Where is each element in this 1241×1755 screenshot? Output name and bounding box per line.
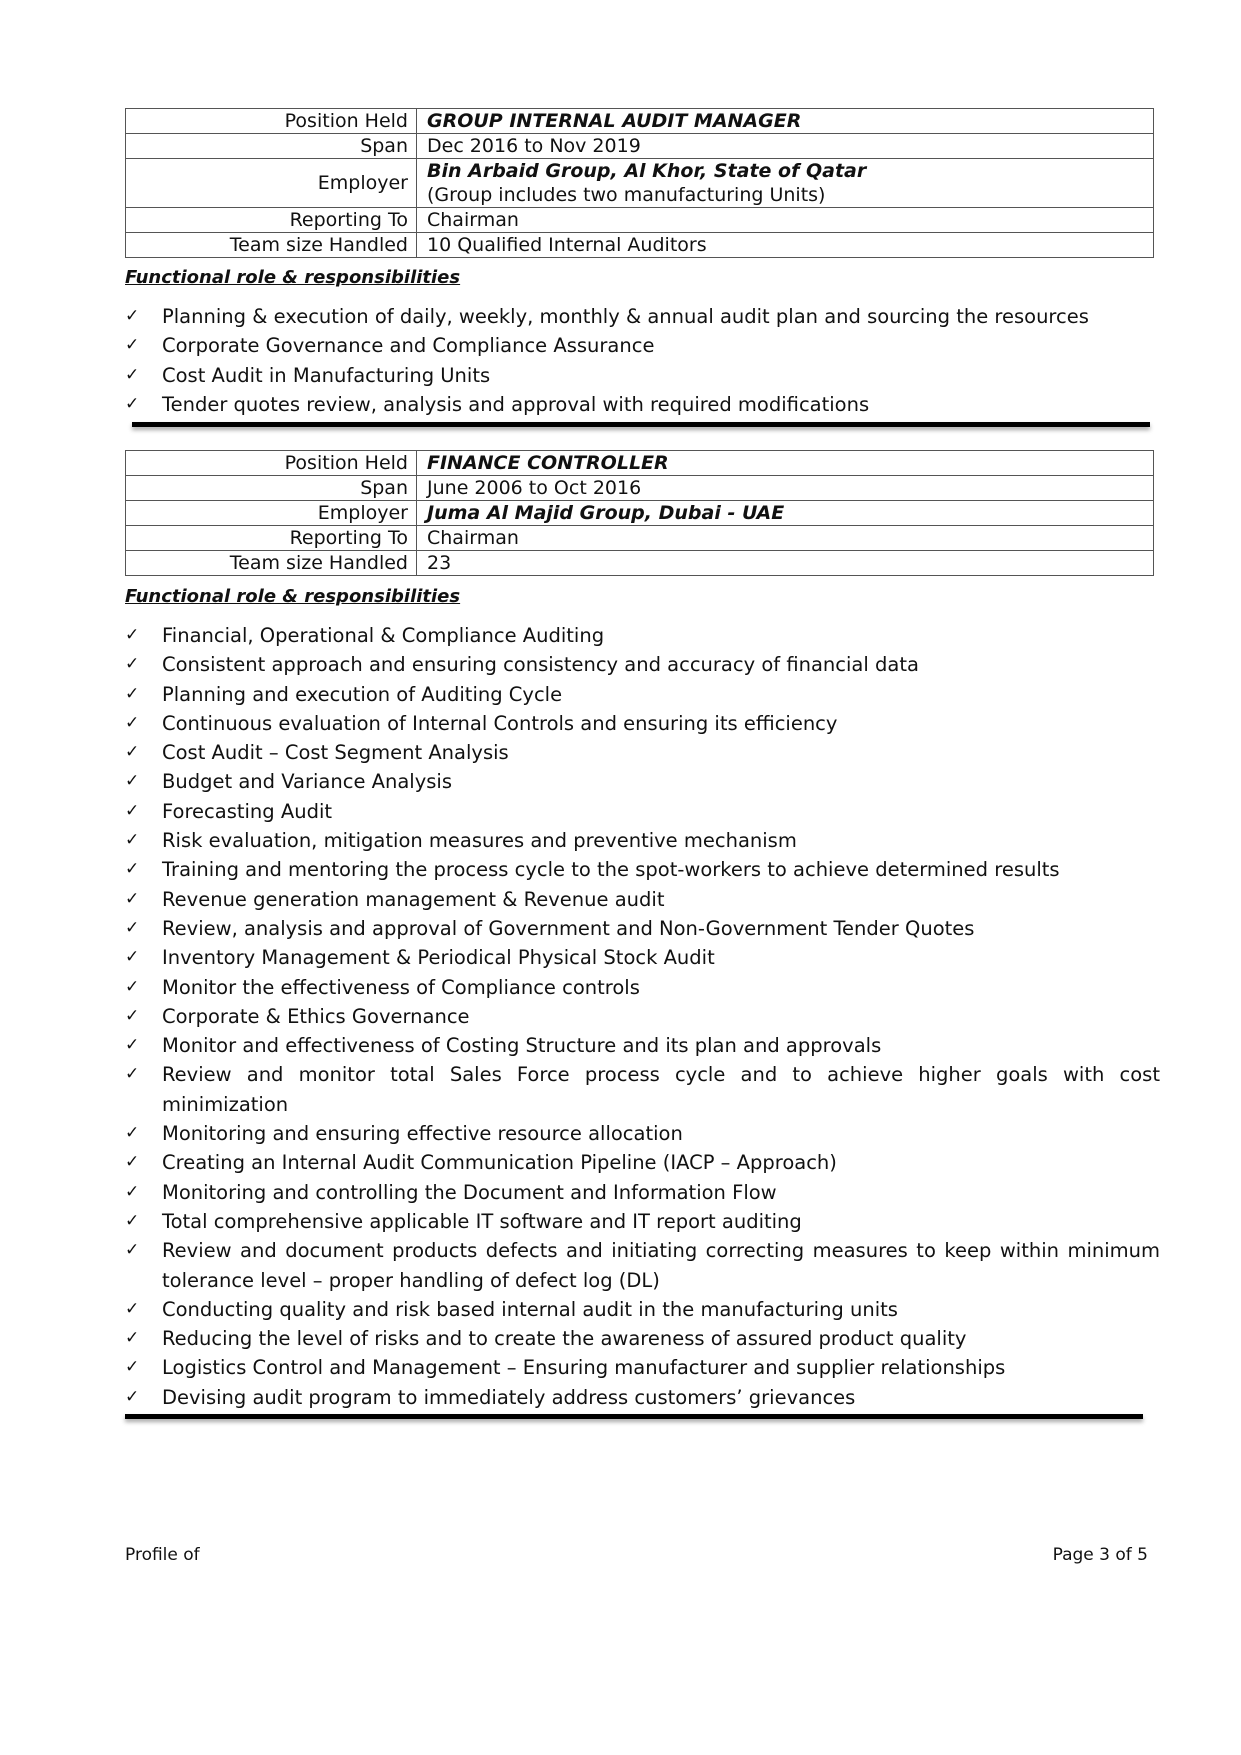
employer-note: (Group includes two manufacturing Units) (427, 184, 826, 206)
table-row (126, 476, 1154, 501)
list-item (125, 1236, 1160, 1295)
row-label: Team size Handled (126, 233, 417, 258)
responsibility-text: Financial, Operational & Compliance Auditing (162, 624, 605, 647)
employer-name: Bin Arbaid Group, Al Khor, State of Qatar (427, 160, 867, 182)
list-item (125, 738, 1160, 767)
row-label: Team size Handled (126, 551, 417, 576)
checkmark-icon: ✓ (125, 947, 140, 968)
list-item (125, 361, 1160, 390)
table-row (126, 134, 1154, 159)
responsibility-text: Review, analysis and approval of Government and Non-Government Tender Quotes (162, 916, 975, 940)
responsibility-text: Planning and execution of Auditing Cycle (162, 682, 563, 706)
responsibility-text: Devising audit program to immediately address customers’ grievances (162, 1385, 856, 1409)
table-row (126, 451, 1154, 476)
employer-value (417, 159, 1154, 208)
span-value: June 2006 to Oct 2016 (417, 476, 1154, 501)
section-title: Functional role & responsibilities (125, 586, 461, 607)
list-item (125, 390, 1160, 419)
checkmark-icon: ✓ (125, 771, 140, 792)
list-item (125, 680, 1160, 709)
responsibility-text: Revenue generation management & Revenue audit (162, 887, 665, 911)
checkmark-icon: ✓ (125, 830, 140, 851)
responsibility-text: Corporate Governance and Compliance Assurance (162, 334, 655, 358)
list-item (125, 1324, 1160, 1353)
list-item (125, 797, 1160, 826)
checkmark-icon: ✓ (125, 335, 140, 356)
checkmark-icon: ✓ (125, 1328, 140, 1349)
list-item (125, 826, 1160, 855)
row-label: Reporting To (126, 208, 417, 233)
job-2-responsibilities-list (125, 621, 1160, 1412)
position-held-value: GROUP INTERNAL AUDIT MANAGER (417, 109, 1154, 134)
checkmark-icon: ✓ (125, 888, 140, 909)
responsibility-text: Total comprehensive applicable IT software and IT report auditing (162, 1209, 802, 1233)
responsibility-text: Continuous evaluation of Internal Controls and ensuring its efficiency (162, 711, 838, 735)
responsibility-text: Forecasting Audit (162, 799, 333, 823)
list-item (125, 1207, 1160, 1236)
responsibility-text: Monitoring and ensuring effective resource allocation (162, 1122, 683, 1146)
checkmark-icon: ✓ (125, 1152, 140, 1173)
position-held-value: FINANCE CONTROLLER (417, 451, 1154, 476)
responsibility-text: Budget and Variance Analysis (162, 770, 452, 794)
checkmark-icon: ✓ (125, 800, 140, 821)
table-row (126, 109, 1154, 134)
checkmark-icon: ✓ (125, 917, 140, 938)
table-row (126, 159, 1154, 208)
row-label: Span (126, 134, 417, 159)
table-row (126, 233, 1154, 258)
list-item (125, 914, 1160, 943)
responsibility-text: Monitoring and controlling the Document and Information Flow (162, 1180, 777, 1204)
employer-value: Juma Al Majid Group, Dubai - UAE (417, 501, 1154, 526)
responsibility-text: Corporate & Ethics Governance (162, 1004, 470, 1028)
team-size-value: 23 (417, 551, 1154, 576)
checkmark-icon: ✓ (125, 306, 140, 326)
list-item (125, 943, 1160, 972)
responsibility-text: Creating an Internal Audit Communication Pipeline (IACP – Approach) (162, 1151, 837, 1175)
checkmark-icon: ✓ (125, 625, 140, 645)
row-label: Employer (126, 159, 417, 208)
responsibility-text: Planning & execution of daily, weekly, monthly & annual audit plan and sourcing the resources (162, 305, 1089, 328)
responsibility-text: Cost Audit in Manufacturing Units (162, 363, 491, 387)
list-item (125, 1178, 1160, 1207)
list-item (125, 855, 1160, 884)
list-item (125, 621, 1160, 650)
span-value: Dec 2016 to Nov 2019 (417, 134, 1154, 159)
table-row (126, 526, 1154, 551)
reporting-to-value: Chairman (417, 526, 1154, 551)
responsibility-text: Inventory Management & Periodical Physical Stock Audit (162, 946, 715, 970)
responsibility-text: Risk evaluation, mitigation measures and preventive mechanism (162, 829, 797, 853)
responsibility-text: Training and mentoring the process cycle to the spot-workers to achieve determined results (162, 858, 1060, 882)
checkmark-icon: ✓ (125, 1005, 140, 1026)
list-item (125, 1148, 1160, 1177)
job-1-info-table (125, 108, 1154, 258)
checkmark-icon: ✓ (125, 712, 140, 733)
list-item (125, 1060, 1160, 1119)
responsibility-text: Tender quotes review, analysis and approval with required modifications (162, 392, 870, 416)
section-divider (125, 1414, 1143, 1419)
checkmark-icon: ✓ (125, 1298, 140, 1319)
table-row (126, 551, 1154, 576)
section-title: Functional role & responsibilities (125, 267, 461, 288)
team-size-value: 10 Qualified Internal Auditors (417, 233, 1154, 258)
row-label: Position Held (126, 451, 417, 476)
list-item (125, 331, 1160, 360)
job-2-info-table (125, 450, 1154, 576)
list-item (125, 1119, 1160, 1148)
responsibility-text: Review and document products defects and initiating correcting measures to keep within minimum tolerance level – proper handling of defect log (DL) (162, 1239, 1160, 1292)
checkmark-icon: ✓ (125, 654, 140, 675)
list-item (125, 1031, 1160, 1060)
checkmark-icon: ✓ (125, 1357, 140, 1378)
row-label: Employer (126, 501, 417, 526)
list-item (125, 767, 1160, 796)
responsibility-text: Cost Audit – Cost Segment Analysis (162, 741, 509, 765)
checkmark-icon: ✓ (125, 393, 140, 414)
checkmark-icon: ✓ (125, 1123, 140, 1144)
table-row (126, 501, 1154, 526)
responsibility-text: Review and monitor total Sales Force process cycle and to achieve higher goals with cost minimization (162, 1063, 1160, 1116)
job-1-responsibilities-list (125, 302, 1160, 419)
responsibility-text: Reducing the level of risks and to create the awareness of assured product quality (162, 1327, 967, 1351)
list-item (125, 1002, 1160, 1031)
list-item (125, 302, 1160, 331)
reporting-to-value: Chairman (417, 208, 1154, 233)
responsibility-text: Consistent approach and ensuring consistency and accuracy of financial data (162, 653, 919, 677)
footer-profile-label: Profile of (125, 1545, 200, 1565)
checkmark-icon: ✓ (125, 683, 140, 704)
table-row (126, 208, 1154, 233)
list-item (125, 973, 1160, 1002)
row-label: Span (126, 476, 417, 501)
list-item (125, 885, 1160, 914)
checkmark-icon: ✓ (125, 742, 140, 763)
list-item (125, 650, 1160, 679)
list-item (125, 1383, 1160, 1412)
responsibility-text: Logistics Control and Management – Ensuring manufacturer and supplier relationships (162, 1356, 1006, 1380)
checkmark-icon: ✓ (125, 1064, 140, 1085)
checkmark-icon: ✓ (125, 364, 140, 385)
row-label: Position Held (126, 109, 417, 134)
responsibility-text: Monitor the effectiveness of Compliance controls (162, 975, 640, 999)
section-divider (132, 422, 1150, 427)
list-item (125, 1295, 1160, 1324)
checkmark-icon: ✓ (125, 1181, 140, 1202)
row-label: Reporting To (126, 526, 417, 551)
checkmark-icon: ✓ (125, 1210, 140, 1231)
responsibility-text: Conducting quality and risk based internal audit in the manufacturing units (162, 1297, 898, 1321)
list-item (125, 709, 1160, 738)
list-item (125, 1353, 1160, 1382)
checkmark-icon: ✓ (125, 1386, 140, 1407)
checkmark-icon: ✓ (125, 1240, 140, 1261)
responsibility-text: Monitor and effectiveness of Costing Structure and its plan and approvals (162, 1034, 882, 1058)
checkmark-icon: ✓ (125, 976, 140, 997)
footer-page-number: Page 3 of 5 (1052, 1545, 1148, 1565)
checkmark-icon: ✓ (125, 859, 140, 880)
checkmark-icon: ✓ (125, 1035, 140, 1056)
